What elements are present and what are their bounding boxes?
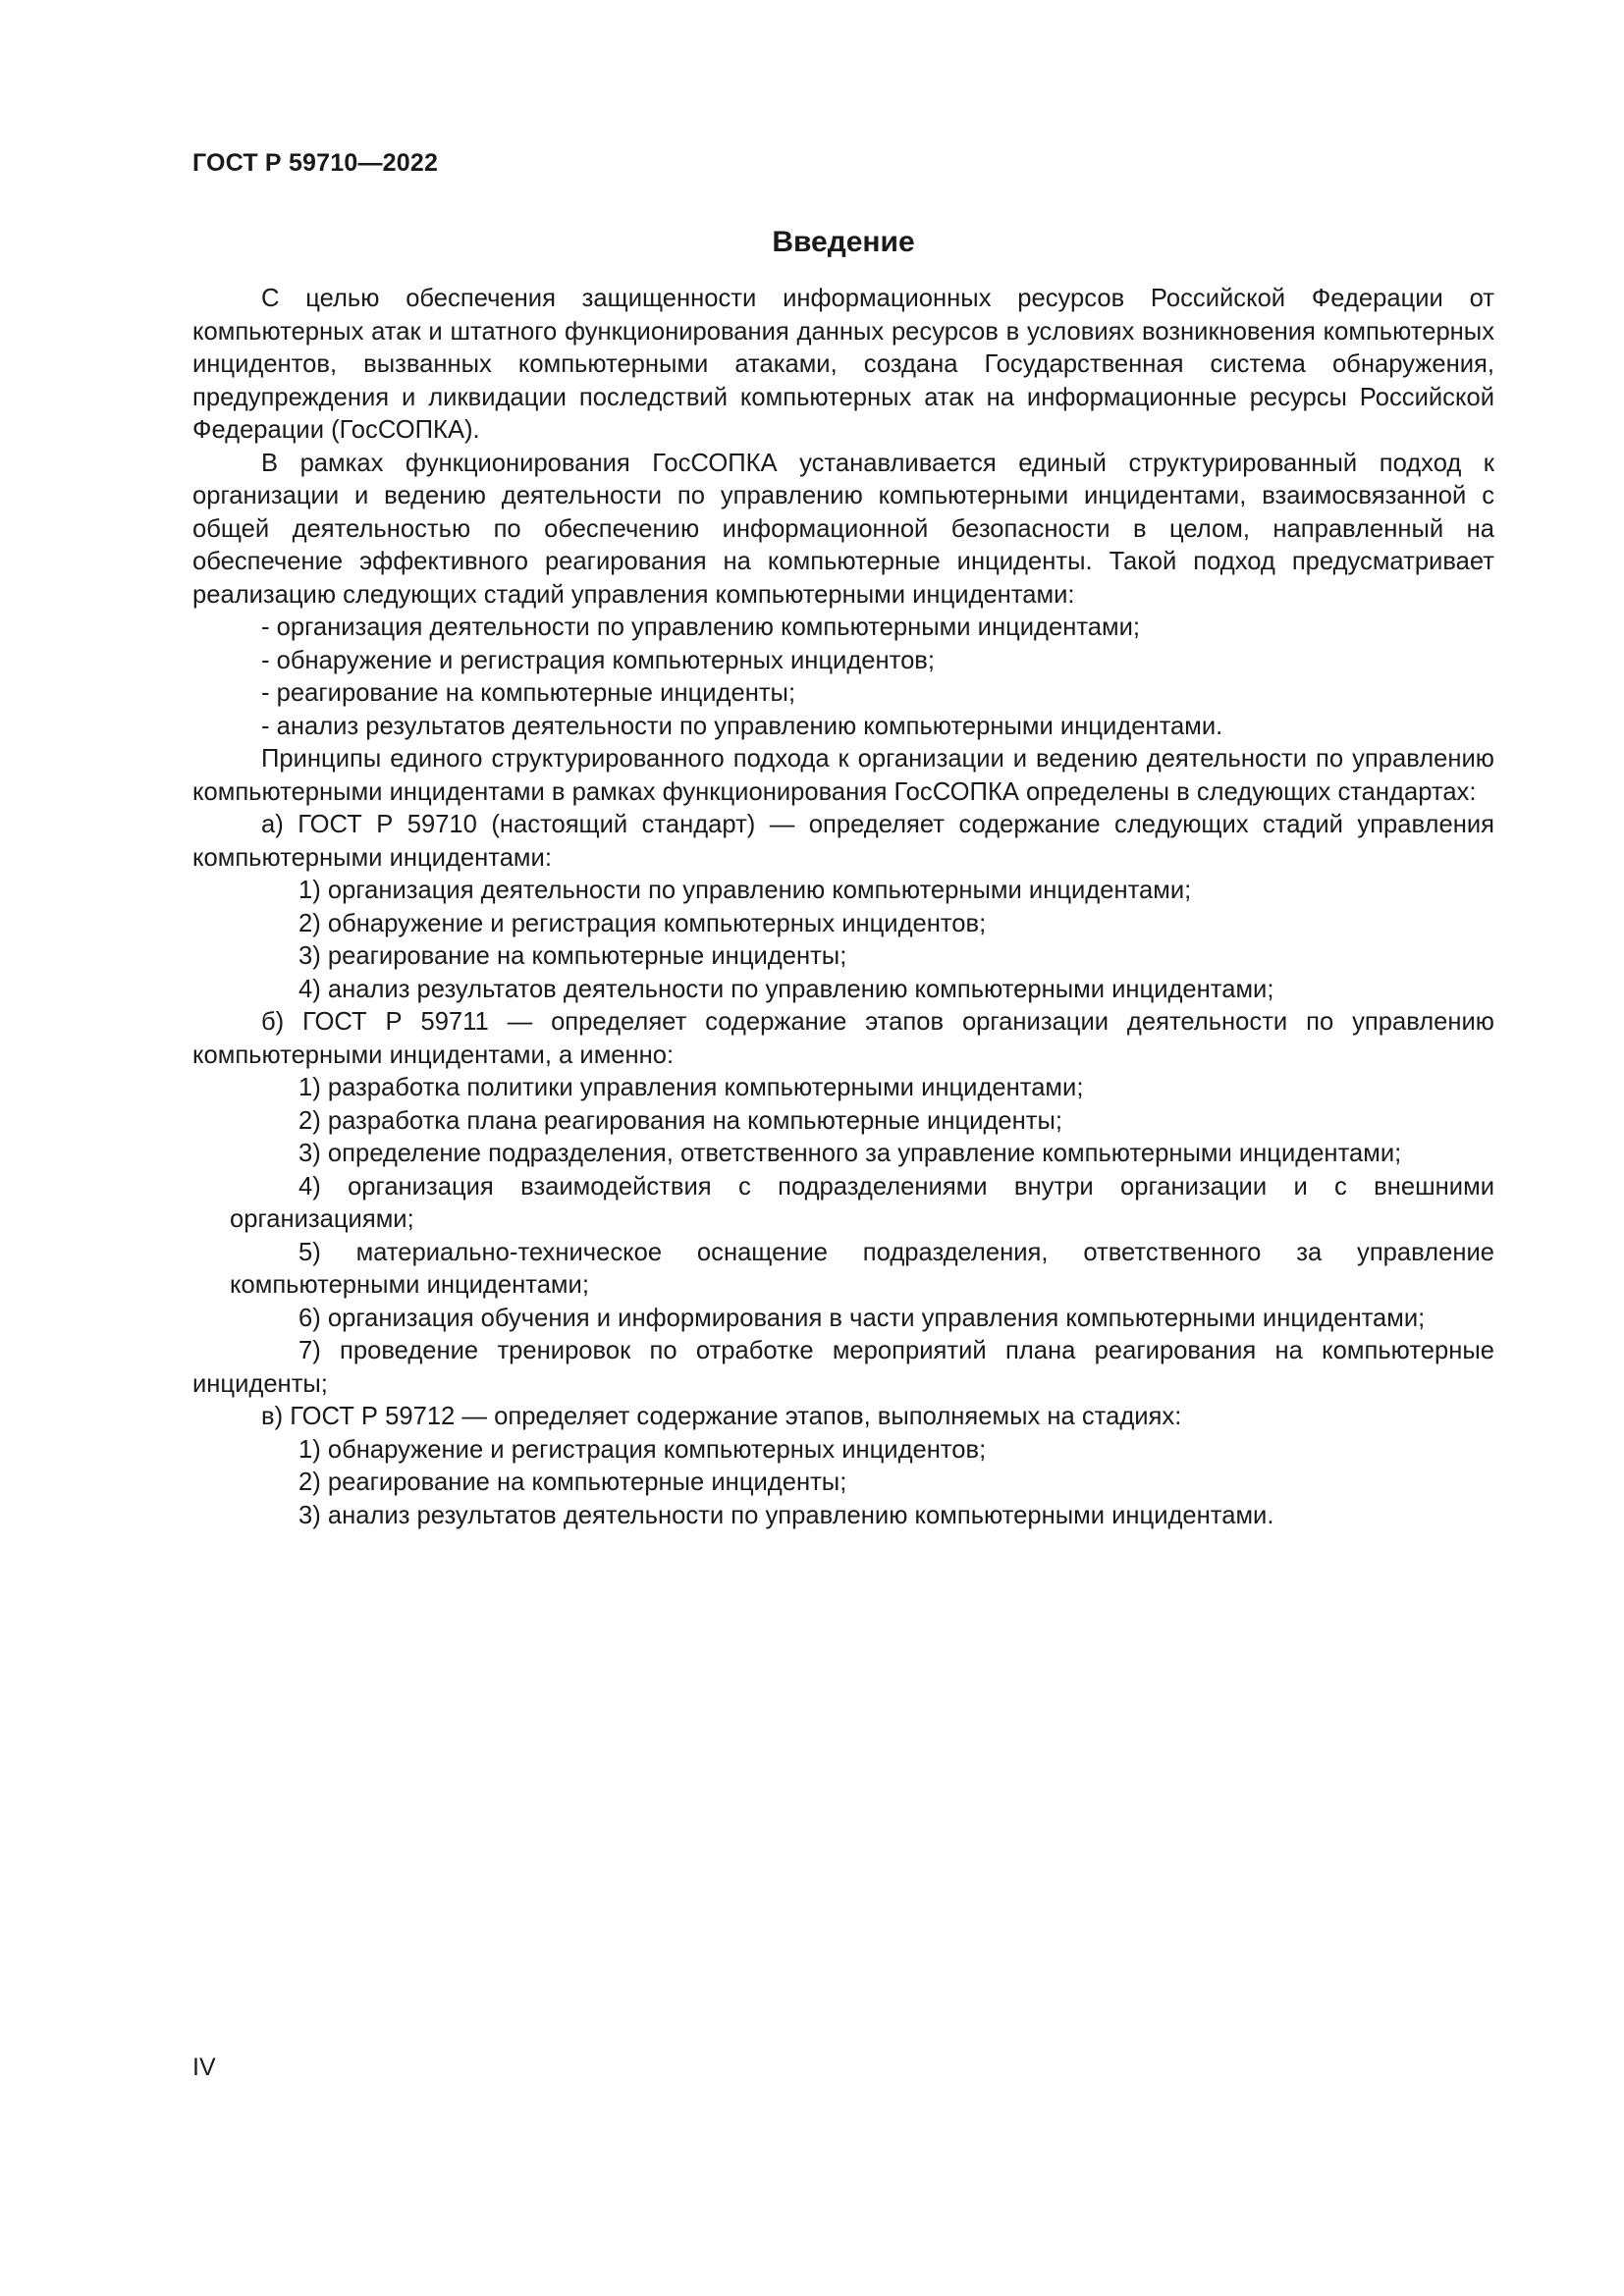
standard-c-subitem: 3) анализ результатов деятельности по управлению компьютерными инцидентами. — [298, 1501, 1274, 1529]
stage-list-item: - организация деятельности по управлению компьютерными инцидентами; — [261, 614, 1141, 641]
principles-paragraph: Принципы единого структурированного подхода к организации и ведению деятельности по управлению компьютерными инцидентами в рамках функционирования ГосСОПКА определены в следующих стандартах: — [192, 745, 1494, 806]
standard-b-subitem: 5) материально-техническое оснащение подразделения, ответственного за управление компьютерными инцидентами; — [230, 1238, 1494, 1299]
document-header: ГОСТ Р 59710—2022 — [192, 149, 439, 177]
standard-a-subitem: 4) анализ результатов деятельности по управлению компьютерными инцидентами; — [298, 975, 1274, 1003]
standard-item-a: а) ГОСТ Р 59710 (настоящий стандарт) — определяет содержание следующих стадий управления компьютерными инцидентами: — [192, 811, 1494, 872]
standard-b-subitem: 4) организация взаимодействия с подразделениями внутри организации и с внешними организациями; — [230, 1172, 1494, 1233]
intro-paragraph: С целью обеспечения защищенности информационных ресурсов Российской Федерации от компьютерных атак и штатного функционирования данных ресурсов в условиях возникновения компьютерных инцидентов, вызванных компьютерными атаками, создана Государственная система обнаружения, предупреждения и ликвидации последствий компьютерных атак на информационные ресурсы Российской Федерации (ГосСОПКА). — [192, 285, 1494, 444]
stage-list-item: - реагирование на компьютерные инциденты; — [261, 679, 796, 707]
standard-item-b: б) ГОСТ Р 59711 — определяет содержание этапов организации деятельности по управлению компьютерными инцидентами, а именно: — [192, 1008, 1494, 1069]
standard-b-subitem: 3) определение подразделения, ответственного за управление компьютерными инцидентами; — [298, 1140, 1402, 1167]
standard-b-subitem: 6) организация обучения и информирования в части управления компьютерными инцидентами; — [298, 1304, 1426, 1332]
approach-paragraph: В рамках функционирования ГосСОПКА устанавливается единый структурированный подход к организации и ведению деятельности по управлению компьютерными инцидентами, взаимосвязанной с общей деятельностью по обеспечению информационной безопасности в целом, направленный на обеспечение эффективного реагирования на компьютерные инциденты. Такой подход предусматривает реализацию следующих стадий управления компьютерными инцидентами: — [192, 449, 1494, 609]
stage-list-item: - обнаружение и регистрация компьютерных инцидентов; — [261, 646, 936, 674]
standard-b-subitem: 7) проведение тренировок по отработке мероприятий плана реагирования на компьютерные инциденты; — [192, 1337, 1494, 1398]
standard-b-subitem: 1) разработка политики управления компьютерными инцидентами; — [298, 1074, 1084, 1101]
standard-b-subitem: 2) разработка плана реагирования на компьютерные инциденты; — [298, 1106, 1062, 1135]
standard-a-subitem: 2) обнаружение и регистрация компьютерных инцидентов; — [298, 909, 987, 937]
standard-c-subitem: 1) обнаружение и регистрация компьютерных инцидентов; — [298, 1435, 987, 1464]
page-number: IV — [192, 2054, 216, 2081]
standard-a-subitem: 3) реагирование на компьютерные инциденты; — [298, 942, 847, 970]
standard-a-subitem: 1) организация деятельности по управлению компьютерными инцидентами; — [298, 877, 1192, 904]
document-body — [192, 218, 1494, 1532]
standard-item-c: в) ГОСТ Р 59712 — определяет содержание этапов, выполняемых на стадиях: — [261, 1403, 1182, 1430]
section-title: Введение — [772, 226, 915, 258]
stage-list-item: - анализ результатов деятельности по управлению компьютерными инцидентами. — [261, 712, 1223, 740]
standard-c-subitem: 2) реагирование на компьютерные инциденты; — [298, 1468, 847, 1496]
